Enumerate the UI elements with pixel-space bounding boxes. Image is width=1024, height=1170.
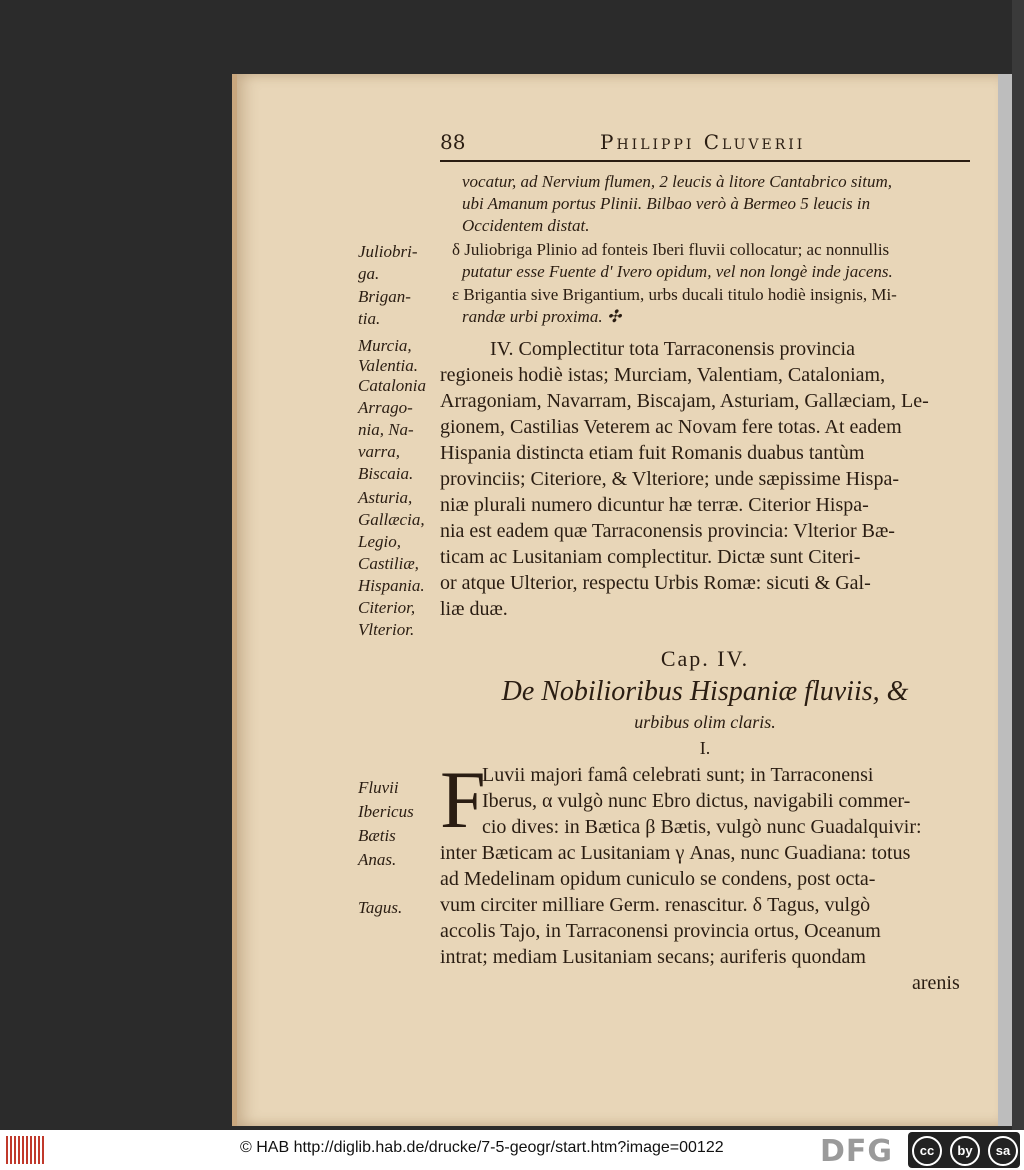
body-line: Iberus, α vulgò nunc Ebro dictus, navigabili commer- [482,790,911,812]
margin-note: Hispania. [358,576,425,595]
scan-edge [1012,0,1024,1130]
body-line: accolis Tajo, in Tarraconensi provincia ortus, Oceanum [440,920,881,942]
margin-note: Tagus. [358,898,403,917]
margin-note: Brigan- [358,287,411,306]
margin-note: Vlterior. [358,620,415,639]
note-line: putatur esse Fuente d' Ivero opidum, vel non longè inde jacens. [462,262,893,281]
margin-note: Legio, [358,532,401,551]
note-line: randæ urbi proxima. ✣ [462,307,622,326]
margin-note: Gallæcia, [358,510,425,529]
body-line: intrat; mediam Lusitaniam secans; auriferis quondam [440,946,866,968]
section-number: I. [699,738,711,758]
margin-note: Biscaia. [358,464,414,483]
margin-note: Murcia, [358,336,412,355]
margin-note: Valentia. [358,356,418,375]
page-header [440,130,970,166]
margin-note: Catalonia [358,376,427,395]
running-head: Philippi Cluverii [600,130,806,154]
catchword: arenis [912,972,960,994]
note-line: Occidentem distat. [462,216,590,235]
body-line: or atque Ulterior, respectu Urbis Romæ: sicuti & Gal- [440,572,871,594]
margin-note: Anas. [358,850,397,869]
body-line: IV. Complectitur tota Tarraconensis provincia [490,338,855,360]
body-line: nia est eadem quæ Tarraconensis provincia: Vlterior Bæ- [440,520,895,542]
margin-note: Castiliæ, [358,554,419,573]
body-line: Hispania distincta etiam fuit Romanis duabus tantùm [440,442,865,464]
page-edge [998,74,1012,1126]
margin-note: Arrago- [358,398,413,417]
dfg-logo: DFG [820,1134,894,1169]
license-badge[interactable] [908,1132,1020,1168]
body-line: regioneis hodiè istas; Murciam, Valentiam, Cataloniam, [440,364,886,386]
margin-note: Fluvii [358,778,399,797]
margin-note: tia. [358,309,381,328]
margin-note: ga. [358,264,380,283]
margin-note: nia, Na- [358,420,414,439]
note-line: vocatur, ad Nervium flumen, 2 leucis à litore Cantabrico situm, [462,172,892,191]
body-line: liæ duæ. [440,598,508,620]
body-line: vum circiter milliare Germ. renascitur. δ Tagus, vulgò [440,894,871,916]
margin-note: Ibericus [358,802,414,821]
by-icon: by [950,1136,980,1166]
body-line: provinciis; Citeriore, & Vlteriore; unde sæpissime Hispa- [440,468,900,490]
margin-note: varra, [358,442,401,461]
credit-link[interactable]: © HAB http://diglib.hab.de/drucke/7-5-geogr/start.htm?image=00122 [240,1139,724,1156]
body-line: gionem, Castilias Veterem ac Novam fere totas. At eadem [440,416,902,438]
body-line: Luvii majori famâ celebrati sunt; in Tarraconensi [482,764,874,786]
note-line: ubi Amanum portus Plinii. Bilbao verò à Bermeo 5 leucis in [462,194,871,213]
body-line: ticam ac Lusitaniam complectitur. Dictæ sunt Citeri- [440,546,861,568]
body-line: Arragoniam, Navarram, Biscajam, Asturiam, Gallæciam, Le- [440,390,929,412]
body-line: niæ plurali numero dicuntur hæ terræ. Citerior Hispa- [440,494,869,516]
header-rule [440,160,970,162]
margin-note: Asturia, [358,488,413,507]
page-number: 88 [440,130,466,154]
note-line: ε Brigantia sive Brigantium, urbs ducali titulo hodiè insignis, Mi- [452,285,897,304]
body-line: ad Medelinam opidum cuniculo se condens, post octa- [440,868,876,890]
chapter-heading: Cap. IV. [660,646,750,671]
chapter-subtitle: urbibus olim claris. [634,712,776,732]
margin-note: Juliobri- [358,242,418,261]
margin-note: Citerior, [358,598,416,617]
body-line: cio dives: in Bætica β Bætis, vulgò nunc Guadalquivir: [482,816,922,838]
margin-note: Bætis [358,826,396,845]
barcode-icon [6,1136,46,1164]
chapter-title: De Nobilioribus Hispaniæ fluviis, & [501,676,909,707]
drop-cap: F [440,754,486,845]
body-line: inter Bæticam ac Lusitaniam γ Anas, nunc Guadiana: totus [440,842,911,864]
cc-icon: cc [912,1136,942,1166]
footer-bar [0,1130,1024,1170]
note-line: δ Juliobriga Plinio ad fonteis Iberi fluvii collocatur; ac nonnullis [452,240,890,259]
sa-icon: sa [988,1136,1018,1166]
